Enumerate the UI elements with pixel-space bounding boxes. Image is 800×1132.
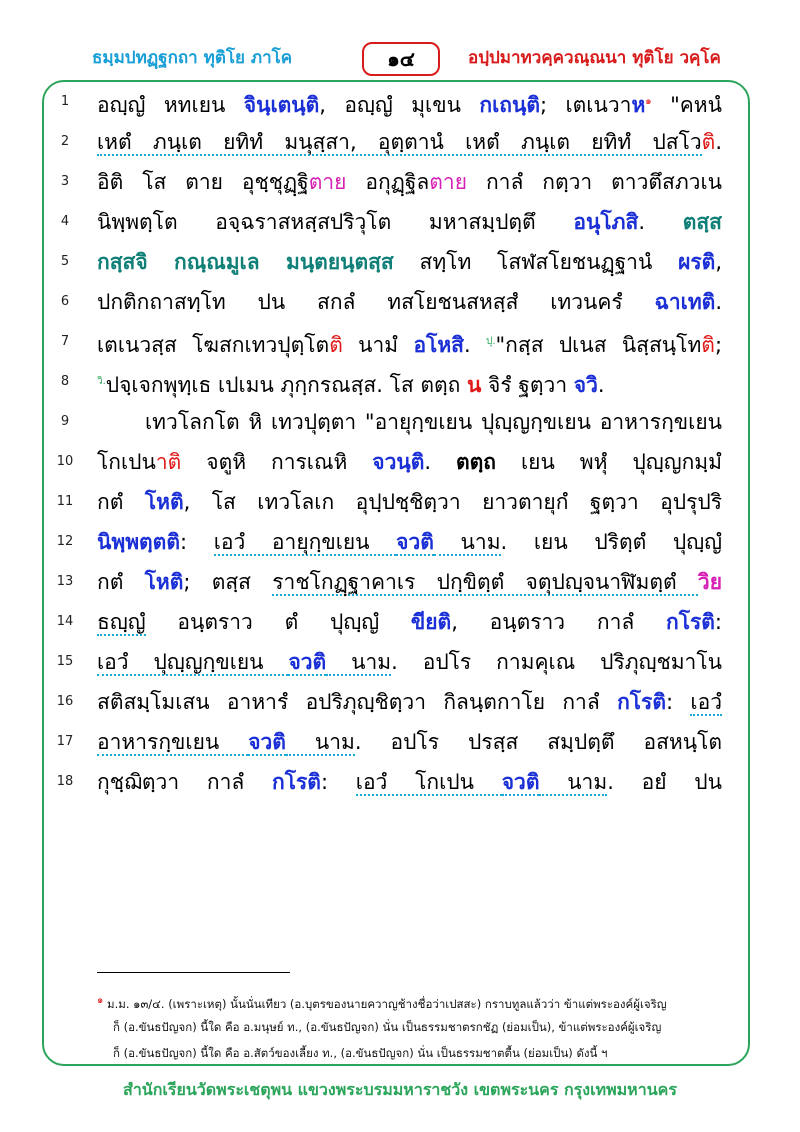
text-span: กาลํ กตฺวา ตาวตึสภวเน bbox=[467, 170, 722, 194]
line-text bbox=[97, 722, 722, 762]
text-span: ตาย bbox=[429, 170, 468, 194]
text-span: จตูหิ การเณหิ bbox=[181, 450, 373, 474]
text-span: : bbox=[665, 690, 691, 714]
line-text bbox=[97, 762, 722, 802]
text-span: . เยน ปริตฺตํ ปุญฺญํ bbox=[500, 530, 722, 554]
text-span: น bbox=[467, 373, 482, 397]
text-span: นิพฺพตฺโต อจฺฉราสหสฺสปริวุโต มหาสมฺปตฺตึ bbox=[97, 210, 574, 234]
text-span: กสฺสจิ กณฺณมูเล มนฺตยนฺตสฺส bbox=[97, 250, 394, 274]
line-number: 11 bbox=[56, 494, 74, 509]
text-span: ธญฺญํ bbox=[97, 610, 146, 634]
line-text bbox=[97, 162, 722, 202]
text-line bbox=[0, 402, 800, 442]
text-span: สติสมฺโมเสน อาหารํ อปริภุญฺชิตฺวา กิลนฺตกาโย กาลํ bbox=[97, 690, 618, 714]
text-span: ราชโกฏฺฐาคาเร ปกฺขิตฺตํ จตุปญฺจนาฬิมตฺตํ bbox=[272, 570, 698, 594]
text-line bbox=[0, 322, 800, 362]
text-line bbox=[0, 162, 800, 202]
text-span: เอวํ อายุกฺขเยน bbox=[213, 530, 397, 554]
text-span: ตาย bbox=[308, 170, 347, 194]
line-text bbox=[145, 402, 722, 442]
line-number: 15 bbox=[56, 654, 74, 669]
text-span: จวติ bbox=[248, 730, 286, 754]
text-span: ขียติ bbox=[410, 610, 452, 634]
text-span: อิติ โส ตาย อุชฺชุฏฺฐิ bbox=[97, 170, 309, 194]
text-span: อาหารกฺขเยน bbox=[97, 730, 249, 754]
text-span: นิพฺพตฺตติ bbox=[97, 530, 180, 554]
line-text bbox=[97, 562, 722, 602]
line-number: 13 bbox=[56, 574, 74, 589]
text-span: เตเนวสฺส โฆสกเทวปุตฺโต bbox=[97, 333, 330, 357]
text-span: กโรติ bbox=[666, 610, 715, 634]
line-number: 4 bbox=[60, 214, 70, 229]
line-number: 5 bbox=[60, 254, 70, 269]
line-text bbox=[97, 602, 722, 642]
line-text bbox=[97, 202, 722, 242]
text-span: ปกติกถาสทฺโท ปน สกลํ ทสโยชนสหสฺสํ เทวนครํ bbox=[97, 290, 655, 314]
page-number-box: ๑๔ bbox=[362, 42, 440, 76]
text-line bbox=[0, 682, 800, 722]
text-span: โหติ bbox=[144, 490, 184, 514]
text-span: วิ. bbox=[97, 376, 106, 387]
text-span: ; เตเนวา bbox=[539, 93, 632, 117]
text-span: าติ bbox=[155, 450, 182, 474]
text-span: "กสฺส ปเนส นิสฺสนฺโท bbox=[495, 333, 702, 357]
footnote-mark: ๑ bbox=[97, 995, 104, 1006]
text-span: , โส เทวโลเก อุปฺปชฺชิตฺวา ยาวตายุกํ ฐตฺวา อุปรุปริ bbox=[183, 490, 723, 514]
line-text bbox=[97, 82, 722, 125]
text-span: : bbox=[714, 610, 722, 634]
text-span: ฉาเทติ bbox=[654, 290, 716, 314]
text-span: จวติ bbox=[288, 650, 327, 674]
line-text bbox=[97, 442, 722, 482]
line-number: 3 bbox=[60, 174, 70, 189]
text-span: . bbox=[597, 373, 605, 397]
text-span: นาม bbox=[433, 530, 501, 554]
text-span: กตํ bbox=[97, 570, 145, 594]
text-span: กโรติ bbox=[272, 770, 321, 794]
text-span: , bbox=[715, 250, 722, 274]
text-span: นาม bbox=[285, 730, 355, 754]
line-text bbox=[97, 522, 722, 562]
line-text bbox=[97, 482, 722, 522]
text-span: กโรติ bbox=[617, 690, 666, 714]
line-text bbox=[97, 642, 722, 682]
line-number: 10 bbox=[56, 454, 74, 469]
text-span: เอวํ ปุญฺญกฺขเยน bbox=[97, 650, 289, 674]
text-span: ห bbox=[631, 93, 646, 117]
text-line bbox=[0, 522, 800, 562]
text-span: จวติ bbox=[396, 530, 434, 554]
text-line bbox=[0, 602, 800, 642]
text-line bbox=[0, 442, 800, 482]
footnote-text: ม.ม. ๑๓/๔. (เพราะเหตุ) นั้นนั่นเทียว (อ.บุตรของนายควาญช้างชื่อว่าเปสสะ) กราบทูลแล้วว่า ข้าแต่พระองค์ผู้เจริญ bbox=[103, 996, 667, 1011]
text-span: อกุฏฺฐิล bbox=[346, 170, 430, 194]
text-span: . bbox=[424, 450, 457, 474]
text-span: ปุ. bbox=[485, 336, 496, 347]
text-span: วิย bbox=[697, 570, 723, 594]
text-span: ผรติ bbox=[678, 250, 716, 274]
line-text bbox=[97, 282, 722, 322]
text-span: : bbox=[179, 530, 214, 554]
text-span: ; ตสฺส bbox=[183, 570, 273, 594]
text-span: นามํ bbox=[342, 333, 414, 357]
header-left-title: ธมฺมปทฏฺฐกถา ทุติโย ภาโค bbox=[92, 48, 293, 68]
text-span: โกเปน bbox=[97, 450, 156, 474]
text-line bbox=[0, 722, 800, 762]
text-span: อนฺตราว ตํ ปุญฺญํ bbox=[145, 610, 411, 634]
text-span: กเถนฺติ bbox=[479, 93, 540, 117]
text-span: เอวํ bbox=[690, 690, 722, 714]
text-span: ปจฺเจกพุทฺเธ เปเมน ภุกฺกรณสฺส. โส ตตฺถ bbox=[105, 373, 468, 397]
text-span: . bbox=[715, 290, 722, 314]
text-span: , อญฺญํ มุเขน bbox=[319, 93, 480, 117]
text-span: อญฺญํ หทเยน bbox=[97, 93, 244, 117]
line-text bbox=[97, 362, 605, 405]
text-span: . bbox=[715, 130, 722, 154]
text-line bbox=[0, 282, 800, 322]
text-span: "คหนํ bbox=[651, 93, 722, 117]
text-line bbox=[0, 762, 800, 802]
footnote-text: ก็ (อ.ขันธปัญจก) นี้ใด คือ อ.สัตว์ของเลี้ยง ท., (อ.ขันธปัญจก) นั่น เป็นธรรมชาตตื้น (ย่อมเป็น) ดังนี้ ฯ bbox=[113, 1046, 608, 1060]
line-text bbox=[97, 122, 722, 162]
footnote-text: ก็ (อ.ขันธปัญจก) นี้ใด คือ อ.มนุษย์ ท., (อ.ขันธปัญจก) นั่น เป็นธรรมชาตรกชัฏ (ย่อมเป็น), ข้าแต่พระองค์ผู้เจริญ bbox=[113, 1020, 662, 1034]
line-text bbox=[97, 682, 722, 722]
text-span: จวิ bbox=[573, 373, 598, 397]
text-line bbox=[0, 202, 800, 242]
text-span: จินฺเตนฺติ bbox=[243, 93, 320, 117]
text-span: จวติ bbox=[501, 770, 540, 794]
text-span: นาม bbox=[539, 770, 608, 794]
text-span: กตํ bbox=[97, 490, 145, 514]
text-line bbox=[0, 562, 800, 602]
line-number: 9 bbox=[60, 414, 70, 429]
text-span: จวนฺติ bbox=[372, 450, 425, 474]
footnote-line bbox=[113, 1040, 753, 1066]
text-span: กุชฺฌิตฺวา กาลํ bbox=[97, 770, 273, 794]
text-span: . bbox=[638, 210, 683, 234]
text-span: เอวํ โกเปน bbox=[355, 770, 502, 794]
line-number: 16 bbox=[56, 694, 74, 709]
text-span: , อนฺตราว กาลํ bbox=[451, 610, 666, 634]
text-span: ติ bbox=[701, 130, 716, 154]
text-span: ติ bbox=[701, 333, 715, 357]
text-line bbox=[0, 642, 800, 682]
footer-text: สำนักเรียนวัดพระเชตุพน แขวงพระบรมมหาราชวัง เขตพระนคร กรุงเทพมหานคร bbox=[123, 1080, 677, 1099]
text-span: เยน พหุํ ปุญฺญกมฺมํ bbox=[496, 450, 722, 474]
line-number: 18 bbox=[56, 774, 74, 789]
line-number: 6 bbox=[60, 294, 70, 309]
line-number: 1 bbox=[60, 94, 70, 109]
text-span: ๑ bbox=[645, 96, 652, 107]
footnote-rule bbox=[97, 972, 290, 973]
text-span: . bbox=[464, 333, 486, 357]
line-text bbox=[97, 242, 722, 282]
line-number: 17 bbox=[56, 734, 74, 749]
text-span: . อปโร ปรสฺส สมฺปตฺตึ อสหนฺโต bbox=[354, 730, 723, 754]
line-number: 12 bbox=[56, 534, 74, 549]
line-number: 7 bbox=[60, 334, 70, 349]
footnote-line bbox=[97, 988, 737, 1017]
text-span: โหติ bbox=[144, 570, 184, 594]
text-span: เหตํ ภนฺเต ยทิทํ มนุสฺสา, อุตฺตานํ เหตํ ภนฺเต ยทิทํ ปสโว bbox=[97, 130, 702, 154]
header-right-title: อปฺปมาทวคฺควณฺณนา ทุติโย วคฺโค bbox=[468, 48, 721, 68]
text-line bbox=[0, 242, 800, 282]
text-span: สทฺโท โสฬสโยชนฏฺฐานํ bbox=[393, 250, 679, 274]
text-span: อโหสิ bbox=[413, 333, 464, 357]
text-span: นาม bbox=[326, 650, 392, 674]
text-span: . อปโร กามคุเณ ปริภุญฺชมาโน bbox=[391, 650, 722, 674]
text-span: ; bbox=[714, 333, 723, 357]
text-span: ตตฺถ bbox=[456, 450, 497, 474]
text-span: : bbox=[320, 770, 356, 794]
footnote-line bbox=[113, 1014, 753, 1040]
line-number: 2 bbox=[60, 134, 70, 149]
text-line bbox=[0, 122, 800, 162]
text-span: . อยํ ปน bbox=[607, 770, 722, 794]
text-line bbox=[0, 82, 800, 122]
text-span: ติ bbox=[329, 333, 343, 357]
line-number: 14 bbox=[56, 614, 74, 629]
line-text bbox=[97, 322, 722, 365]
line-number: 8 bbox=[60, 374, 70, 389]
text-span: อนุโภสิ bbox=[573, 210, 639, 234]
text-line bbox=[0, 482, 800, 522]
text-span: ตสฺส bbox=[682, 210, 722, 234]
text-line bbox=[0, 362, 800, 402]
text-span: เทวโลกโต หิ เทวปุตฺตา "อายุกฺขเยน ปุญฺญกฺขเยน อาหารกฺขเยน bbox=[145, 410, 722, 434]
text-span: จิรํ ฐตฺวา bbox=[481, 373, 574, 397]
